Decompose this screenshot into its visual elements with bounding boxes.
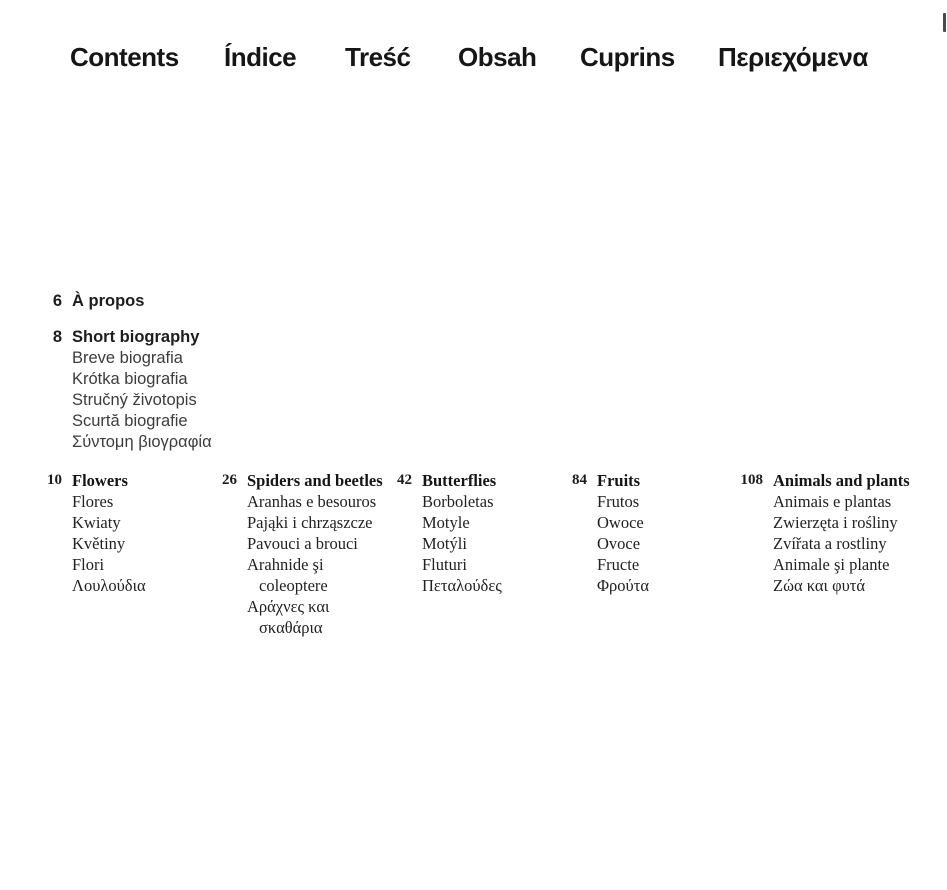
chapter-translation: Ζώα και φυτά xyxy=(773,576,866,595)
chapter-animals-and-plants xyxy=(727,470,910,596)
header-title-polish: Treść xyxy=(345,42,411,72)
entry-translation: Krótka biografia xyxy=(72,370,188,388)
page-edge-strip xyxy=(943,13,946,32)
chapter-translation: Frutos xyxy=(597,492,640,511)
chapter-butterflies xyxy=(376,470,502,596)
page-number: 10 xyxy=(47,472,62,488)
page-number: 42 xyxy=(397,472,412,488)
chapter-translation: Φρούτα xyxy=(597,576,649,595)
page-number: 108 xyxy=(740,472,763,488)
chapter-translation: Αράχνες και xyxy=(247,597,330,616)
entry-translation: Stručný životopis xyxy=(72,391,197,409)
chapter-fruits xyxy=(551,470,649,596)
entry-translation: Scurtă biografie xyxy=(72,412,188,430)
page-number: 6 xyxy=(52,292,62,310)
front-matter-apropos xyxy=(26,291,144,312)
chapter-translation: Pająki i chrząszcze xyxy=(247,513,373,532)
page-number: 84 xyxy=(572,472,587,488)
chapter-translation: Pavouci a brouci xyxy=(247,534,358,553)
chapter-spiders-and-beetles xyxy=(201,470,383,638)
chapter-translation: Zvířata a rostliny xyxy=(773,534,887,553)
entry-title: À propos xyxy=(72,292,145,310)
header-title-romanian: Cuprins xyxy=(580,42,675,72)
header-title-czech: Obsah xyxy=(458,42,537,72)
chapter-flowers xyxy=(26,470,146,596)
header-title-english: Contents xyxy=(70,42,179,72)
page-number: 8 xyxy=(52,328,62,346)
chapter-translation: Kwiaty xyxy=(72,513,121,532)
chapter-translation-wrap: coleoptere xyxy=(259,576,328,595)
chapter-translation: Arahnide şi xyxy=(247,555,324,574)
chapter-translation: Motyle xyxy=(422,513,470,532)
header-title-greek: Περιεχόμενα xyxy=(718,42,868,72)
chapter-translation-wrap: σκαθάρια xyxy=(259,618,323,637)
chapter-translation: Zwierzęta i rośliny xyxy=(773,513,898,532)
entry-translation: Breve biografia xyxy=(72,349,183,367)
front-matter-biography xyxy=(26,327,212,453)
chapter-translation: Flori xyxy=(72,555,105,574)
chapter-translation: Πεταλούδες xyxy=(422,576,502,595)
header-title-portuguese: Índice xyxy=(224,42,297,72)
chapter-translation: Animale şi plante xyxy=(773,555,890,574)
chapter-translation: Fructe xyxy=(597,555,640,574)
chapter-translation: Animais e plantas xyxy=(773,492,892,511)
chapter-translation: Motýli xyxy=(422,534,467,553)
entry-title: Short biography xyxy=(72,328,200,346)
page-number: 26 xyxy=(222,472,237,488)
chapter-translation: Květiny xyxy=(72,534,126,553)
entry-translation: Σύντομη βιογραφία xyxy=(72,433,212,451)
chapter-translation: Borboletas xyxy=(422,492,494,511)
chapter-title: Butterflies xyxy=(422,471,497,490)
chapter-translation: Flores xyxy=(72,492,114,511)
chapter-title: Fruits xyxy=(597,471,641,490)
chapter-title: Spiders and beetles xyxy=(247,471,383,490)
chapter-translation: Λουλούδια xyxy=(72,576,146,595)
chapter-translation: Fluturi xyxy=(422,555,467,574)
chapter-translation: Owoce xyxy=(597,513,644,532)
chapter-translation: Aranhas e besouros xyxy=(247,492,377,511)
chapter-title: Flowers xyxy=(72,471,128,490)
chapter-translation: Ovoce xyxy=(597,534,641,553)
chapter-title: Animals and plants xyxy=(773,471,910,490)
